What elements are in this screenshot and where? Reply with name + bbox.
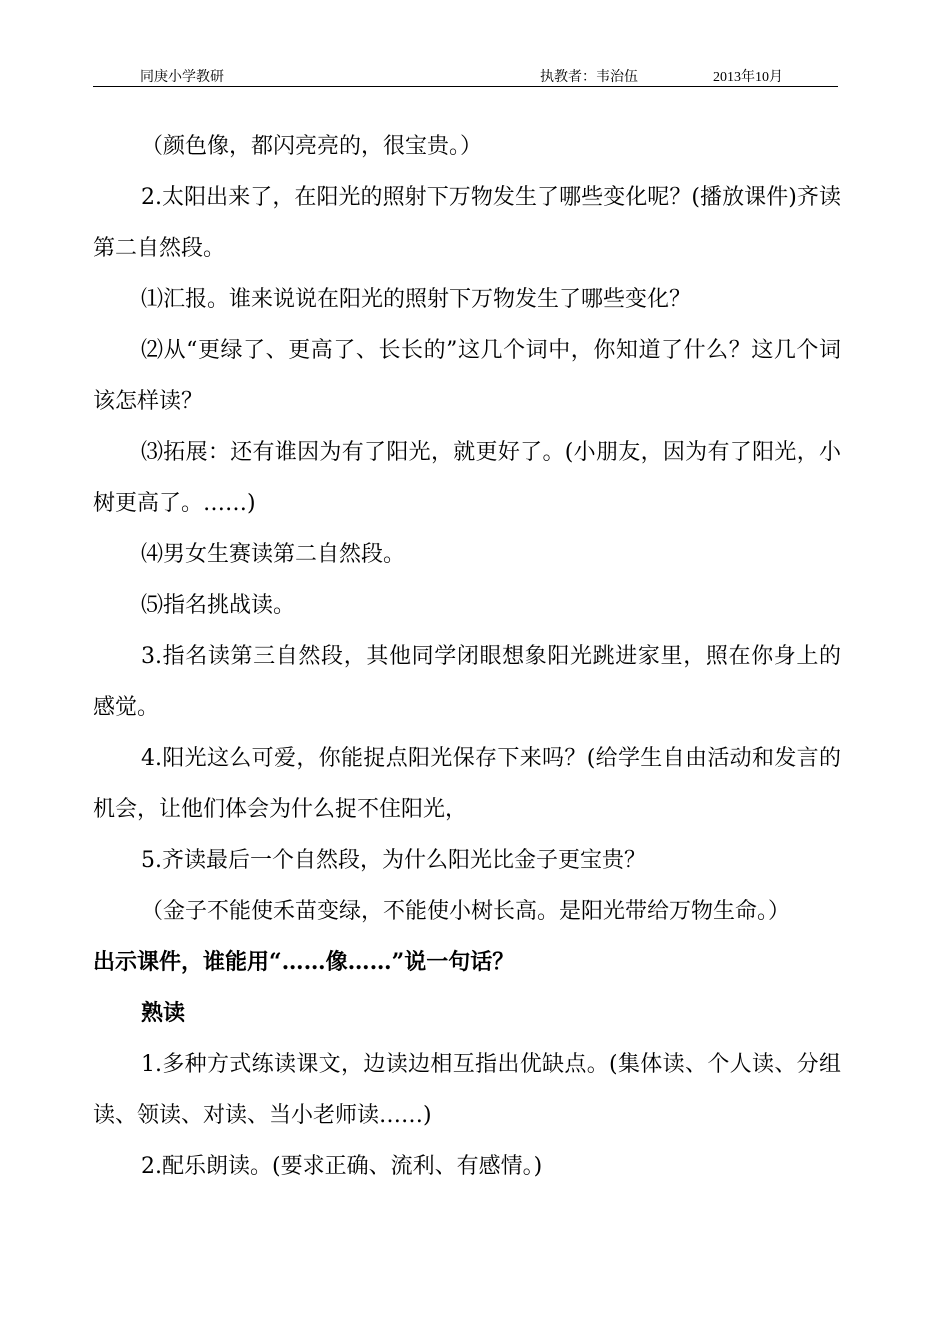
paragraph: ⑵从“更绿了、更高了、长长的”这几个词中，你知道了什么？这几个词该怎样读？ <box>93 338 841 414</box>
paragraph: （金子不能使禾苗变绿，不能使小树长高。是阳光带给万物生命。） <box>141 899 791 924</box>
paragraph: ⑶拓展：还有谁因为有了阳光，就更好了。(小朋友，因为有了阳光，小树更高了。……) <box>93 440 841 516</box>
section-heading: 熟读 <box>141 1000 186 1026</box>
paragraph: 5.齐读最后一个自然段，为什么阳光比金子更宝贵？ <box>141 848 646 873</box>
section-heading: 出示课件，谁能用“……像……”说一句话？ <box>93 949 515 975</box>
paragraph: ⑸指名挑战读。 <box>141 593 296 618</box>
page-header <box>93 62 838 87</box>
document-body <box>93 121 841 1192</box>
paragraph: 2.配乐朗读。(要求正确、流利、有感情。) <box>141 1154 543 1179</box>
header-school: 同庚小学教研 <box>140 70 224 85</box>
paragraph: 2.太阳出来了，在阳光的照射下万物发生了哪些变化呢？(播放课件)齐读第二自然段。 <box>93 185 841 261</box>
paragraph: 4.阳光这么可爱，你能捉点阳光保存下来吗？(给学生自由活动和发言的机会，让他们体会为什么捉不住阳光， <box>93 746 841 822</box>
header-teacher: 执教者：韦治伍 <box>540 70 638 85</box>
header-date: 2013年10月 <box>713 70 783 85</box>
paragraph: 3.指名读第三自然段，其他同学闭眼想象阳光跳进家里，照在你身上的感觉。 <box>93 644 841 720</box>
paragraph: 1.多种方式练读课文，边读边相互指出优缺点。(集体读、个人读、分组读、领读、对读、当小老师读……) <box>93 1052 841 1128</box>
paragraph: ⑷男女生赛读第二自然段。 <box>141 542 406 567</box>
paragraph: ⑴汇报。谁来说说在阳光的照射下万物发生了哪些变化？ <box>141 287 692 312</box>
paragraph: （颜色像，都闪亮亮的，很宝贵。） <box>141 134 483 159</box>
